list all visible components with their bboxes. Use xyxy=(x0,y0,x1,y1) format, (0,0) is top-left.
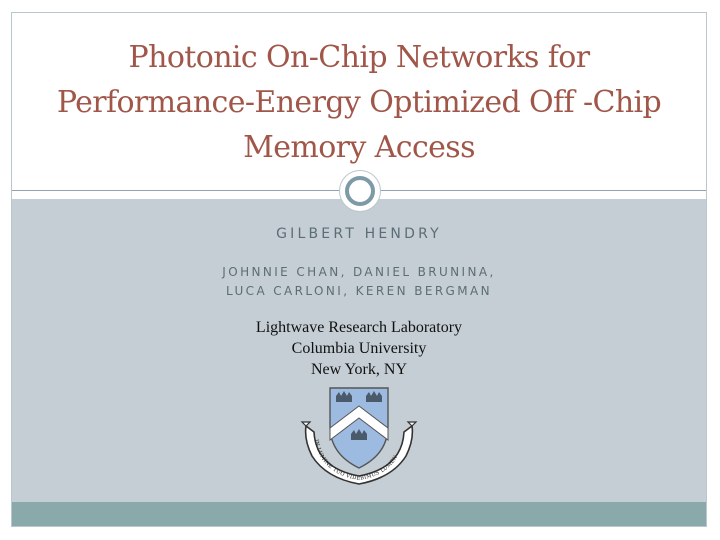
title-area xyxy=(12,13,706,192)
coauthors xyxy=(12,263,706,301)
circle-ornament xyxy=(339,170,381,212)
circle-ornament-ring xyxy=(345,176,375,206)
svg-text:IN LUMINE TUO VIDEBIMUS LUMEN: IN LUMINE TUO VIDEBIMUS LUMEN xyxy=(312,438,400,483)
coauthors-line-2: LUCA CARLONI, KEREN BERGMAN xyxy=(226,284,492,298)
coauthors-line-1: JOHNNIE CHAN, DANIEL BRUNINA, xyxy=(222,265,496,279)
lab-name: Lightwave Research Laboratory xyxy=(255,319,463,336)
location: New York, NY xyxy=(310,361,407,378)
presenter-name: GILBERT HENDRY xyxy=(276,226,442,242)
footer-band xyxy=(12,502,706,526)
slide-title: Photonic On-Chip Networks for Performance-Energy Optimized Off -Chip Memory Access xyxy=(56,40,662,165)
university-name: Columbia University xyxy=(291,340,427,357)
columbia-seal-logo xyxy=(300,382,418,490)
affiliation xyxy=(12,317,706,380)
